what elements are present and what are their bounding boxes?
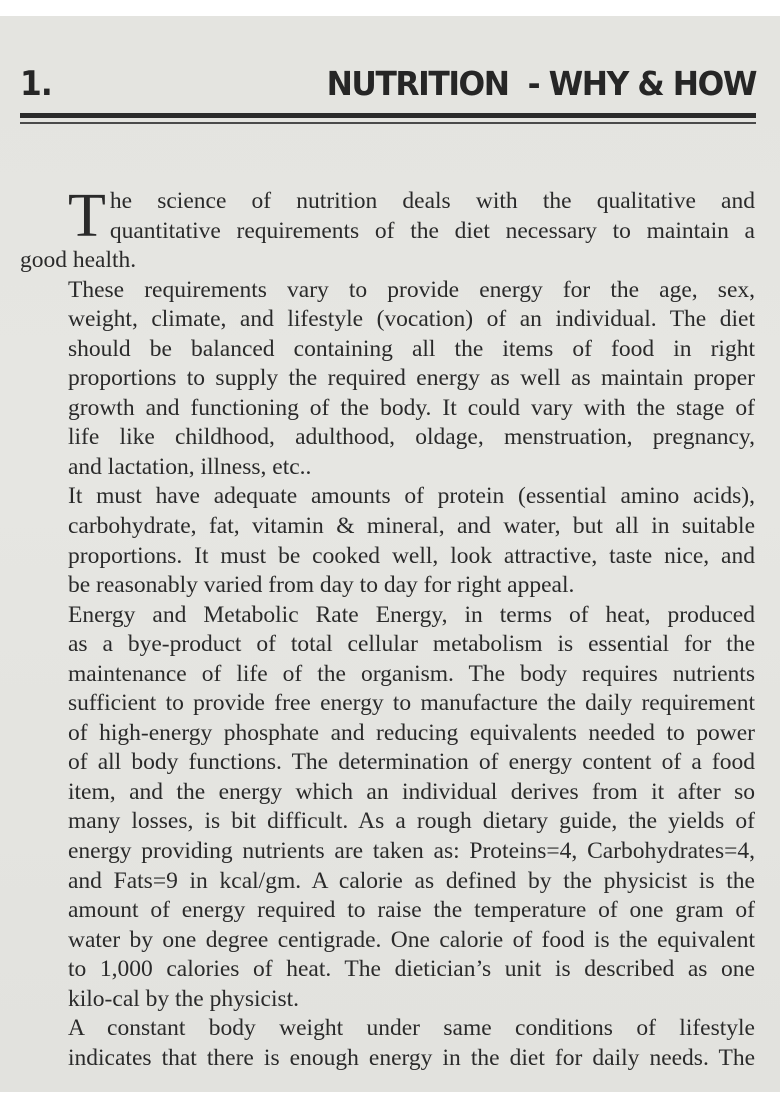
text-line: be reasonably varied from day to day for right appeal.: [68, 572, 575, 599]
text-line: maintenance of life of the organism. The body requires nutrients: [68, 660, 755, 687]
text-line: amount of energy required to raise the temperature of one gram of: [68, 897, 755, 924]
text-line: energy providing nutrients are taken as: Proteins=4, Carbohydrates=4,: [68, 838, 755, 865]
text-line: quantitative requirements of the diet necessary to maintain a: [109, 217, 755, 244]
text-line: growth and functioning of the body. It could vary with the stage of: [68, 394, 755, 421]
chapter-title: NUTRITION - WHY & HOW: [326, 64, 756, 103]
text-line: many losses, is bit difficult. As a rough dietary guide, the yields of: [68, 808, 755, 835]
text-line: as a bye-product of total cellular metabolism is essential for the: [68, 631, 755, 658]
paragraph-requirements: [20, 276, 755, 483]
header-rule-thin: [20, 122, 756, 124]
text-line: and Fats=9 in kcal/gm. A calorie as defined by the physicist is the: [68, 867, 755, 894]
text-line: life like childhood, adulthood, oldage, menstruation, pregnancy,: [68, 424, 755, 451]
text-line: proportions to supply the required energy as well as maintain proper: [68, 365, 755, 392]
text-line: he science of nutrition deals with the qualitative and: [109, 188, 755, 214]
text-line: Energy and Metabolic Rate Energy, in terms of heat, produced: [68, 601, 755, 628]
text-line: item, and the energy which an individual derives from it after so: [68, 778, 755, 805]
text-line: A constant body weight under same conditions of lifestyle: [68, 1015, 755, 1042]
text-line: of all body functions. The determination of energy content of a food: [68, 749, 755, 776]
book-page: [0, 16, 780, 1092]
text-line: weight, climate, and lifestyle (vocation) of an individual. The diet: [68, 306, 755, 333]
text-line: to 1,000 calories of heat. The dietician’s unit is described as one: [68, 956, 755, 983]
text-line: carbohydrate, fat, vitamin & mineral, and water, but all in suitable: [68, 513, 755, 540]
paragraph-body-weight: [20, 1014, 755, 1073]
header-rule-thick: [20, 113, 756, 118]
drop-cap: T: [68, 182, 106, 250]
text-line: good health.: [20, 247, 137, 274]
text-line: of high-energy phosphate and reducing equivalents needed to power: [68, 719, 755, 746]
text-line: sufficient to provide free energy to manufacture the daily requirement: [68, 690, 755, 717]
paragraph-energy: [20, 601, 755, 1015]
body-text: [20, 182, 755, 1073]
paragraph-intro: [20, 182, 755, 276]
text-line: proportions. It must be cooked well, look attractive, taste nice, and: [68, 542, 755, 569]
text-line: water by one degree centigrade. One calorie of food is the equivalent: [68, 926, 755, 953]
text-line: It must have adequate amounts of protein (essential amino acids),: [68, 483, 755, 510]
chapter-number: 1.: [20, 64, 52, 104]
text-line: indicates that there is enough energy in the diet for daily needs. The: [68, 1044, 755, 1071]
text-line: These requirements vary to provide energy for the age, sex,: [68, 276, 755, 303]
text-line: should be balanced containing all the items of food in right: [68, 335, 755, 362]
text-line: and lactation, illness, etc..: [68, 453, 312, 480]
text-line: kilo-cal by the physicist.: [68, 985, 300, 1012]
paragraph-nutrients: [20, 482, 755, 600]
